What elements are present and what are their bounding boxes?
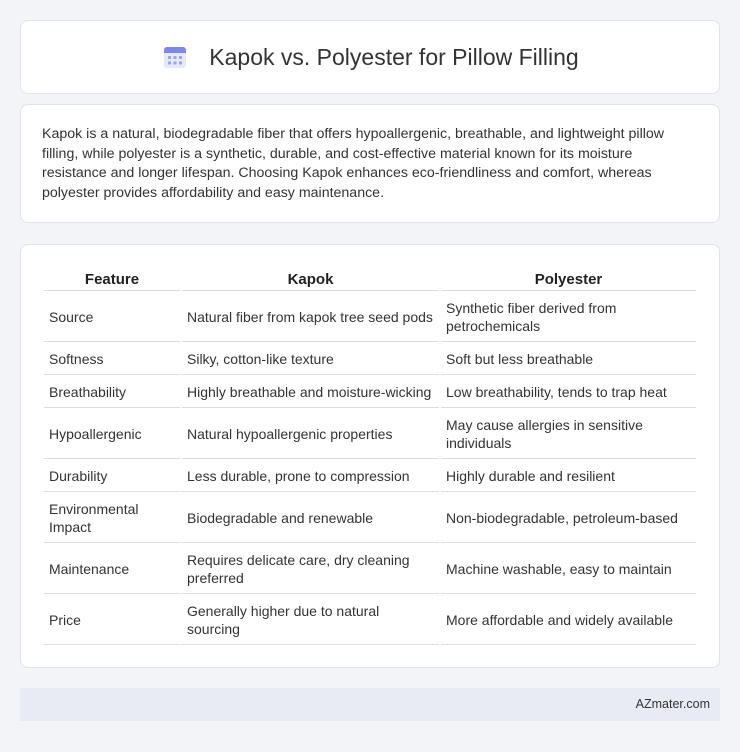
polyester-cell: Soft but less breathable [441, 344, 696, 375]
kapok-cell: Natural hypoallergenic properties [182, 410, 439, 459]
column-header-polyester: Polyester [441, 267, 696, 291]
kapok-cell: Natural fiber from kapok tree seed pods [182, 293, 439, 342]
intro-text: Kapok is a natural, biodegradable fiber that offers hypoallergenic, breathable, and lightweight pillow filling, while polyester is a synthetic, durable, and cost-effective material known for its moisture resistance and longer lifespan. Choosing Kapok enhances eco-friendliness and comfort, whereas polyester provides affordability and easy maintenance. [42, 126, 665, 201]
polyester-cell: Synthetic fiber derived from petrochemicals [441, 293, 696, 342]
feature-cell: Durability [44, 461, 180, 492]
polyester-cell: Machine washable, easy to maintain [441, 545, 696, 594]
page-title: Kapok vs. Polyester for Pillow Filling [209, 43, 579, 70]
kapok-cell: Silky, cotton-like texture [182, 344, 439, 375]
table-row [44, 461, 696, 492]
polyester-cell: More affordable and widely available [441, 596, 696, 645]
feature-cell: Source [44, 293, 180, 342]
polyester-cell: Low breathability, tends to trap heat [441, 377, 696, 408]
feature-cell: Breathability [44, 377, 180, 408]
kapok-cell: Generally higher due to natural sourcing [182, 596, 439, 645]
polyester-cell: Highly durable and resilient [441, 461, 696, 492]
table-row [44, 410, 696, 459]
footer-brand: AZmater.com [635, 697, 710, 711]
polyester-cell: May cause allergies in sensitive individuals [441, 410, 696, 459]
calendar-icon [161, 43, 189, 71]
kapok-cell: Biodegradable and renewable [182, 494, 439, 543]
table-header-row [44, 267, 696, 291]
column-header-feature: Feature [44, 267, 180, 291]
title-card [20, 20, 720, 94]
table-row [44, 596, 696, 645]
feature-cell: Environmental Impact [44, 494, 180, 543]
comparison-table [42, 265, 698, 647]
kapok-cell: Highly breathable and moisture-wicking [182, 377, 439, 408]
intro-card [20, 104, 720, 223]
footer [20, 688, 720, 721]
table-row [44, 494, 696, 543]
polyester-cell: Non-biodegradable, petroleum-based [441, 494, 696, 543]
kapok-cell: Less durable, prone to compression [182, 461, 439, 492]
feature-cell: Hypoallergenic [44, 410, 180, 459]
kapok-cell: Requires delicate care, dry cleaning preferred [182, 545, 439, 594]
table-row [44, 293, 696, 342]
comparison-card [20, 244, 720, 668]
feature-cell: Softness [44, 344, 180, 375]
feature-cell: Price [44, 596, 180, 645]
feature-cell: Maintenance [44, 545, 180, 594]
table-row [44, 344, 696, 375]
table-row [44, 545, 696, 594]
column-header-kapok: Kapok [182, 267, 439, 291]
table-row [44, 377, 696, 408]
